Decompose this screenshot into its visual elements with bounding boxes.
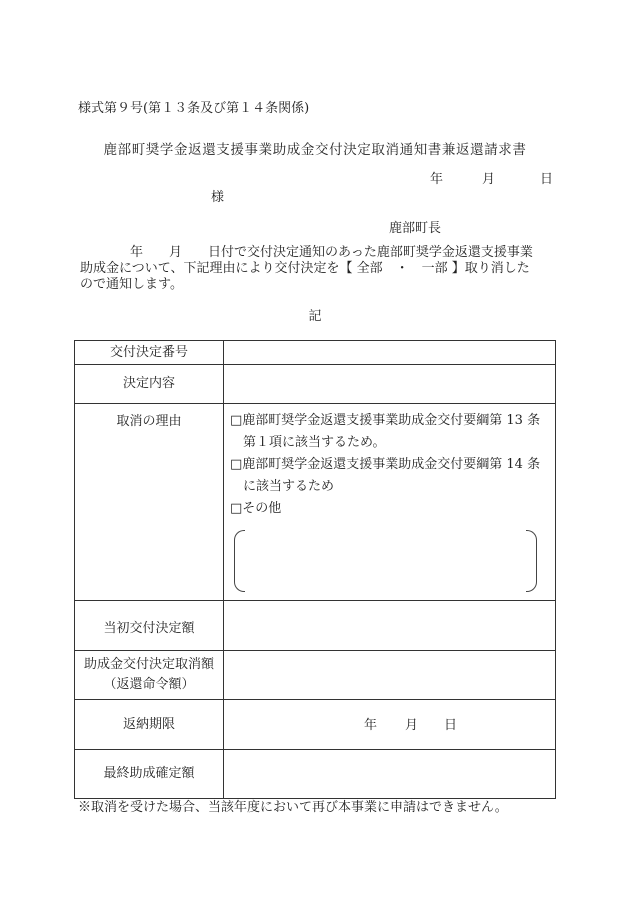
- addressee-suffix: 様: [211, 190, 225, 205]
- deadline-year-label: 年: [364, 718, 378, 733]
- final-amount-field[interactable]: [224, 750, 556, 799]
- table-row: [75, 341, 556, 365]
- notice-line-2: 助成金について、下記理由により交付決定を【 全部 ・ 一部 】取り消した: [80, 261, 530, 276]
- cancel-amount-label-line2: （返還命令額）: [103, 677, 195, 692]
- decision-number-field[interactable]: [224, 341, 556, 365]
- reason-option-text: 第１項に該当するため。: [243, 435, 386, 450]
- form-number: 様式第９号(第１３条及び第１４条関係): [78, 101, 310, 116]
- notice-line-1: 年 月 日付で交付決定通知のあった鹿部町奨学金返還支援事業: [130, 245, 533, 260]
- reason-option-text: □その他: [230, 501, 282, 516]
- footer-note: ※取消を受けた場合、当該年度において再び本事業に申請はできません。: [78, 800, 508, 815]
- cancellation-table: [74, 340, 556, 799]
- right-bracket: [526, 530, 537, 592]
- reason-option-text: □鹿部町奨学金返還支援事業助成金交付要綱第 14 条: [230, 457, 541, 472]
- decision-number-label: 交付決定番号: [75, 341, 224, 365]
- table-row: [75, 750, 556, 799]
- table-row: [75, 404, 556, 601]
- cancel-amount-label: [75, 651, 224, 700]
- deadline-day-label: 日: [444, 718, 458, 733]
- initial-amount-field[interactable]: [224, 601, 556, 651]
- reason-option-other[interactable]: [230, 498, 549, 520]
- issuer-name: 鹿部町長: [389, 221, 442, 236]
- reason-option-article-13[interactable]: [230, 410, 549, 454]
- deadline-month-label: 月: [405, 718, 419, 733]
- final-amount-label: 最終助成確定額: [75, 750, 224, 799]
- notice-body: [80, 245, 550, 293]
- table-row: [75, 601, 556, 651]
- other-reason-input[interactable]: [230, 530, 549, 592]
- reason-field: [224, 404, 556, 601]
- table-row: [75, 651, 556, 700]
- date-month-label: 月: [482, 172, 496, 187]
- table-row: [75, 700, 556, 750]
- reason-option-text: □鹿部町奨学金返還支援事業助成金交付要綱第 13 条: [230, 413, 541, 428]
- initial-amount-label: 当初交付決定額: [75, 601, 224, 651]
- cancel-amount-field[interactable]: [224, 651, 556, 700]
- deadline-field[interactable]: [224, 700, 556, 750]
- table-row: [75, 365, 556, 404]
- reason-option-article-14[interactable]: [230, 454, 549, 498]
- reason-option-text: に該当するため: [243, 479, 335, 494]
- decision-content-label: 決定内容: [75, 365, 224, 404]
- document-title: 鹿部町奨学金返還支援事業助成金交付決定取消通知書兼返還請求書: [103, 142, 527, 158]
- left-bracket: [234, 530, 245, 592]
- ki-heading: 記: [308, 309, 322, 324]
- date-year-label: 年: [430, 172, 444, 187]
- decision-content-field[interactable]: [224, 365, 556, 404]
- notice-line-3: ので通知します。: [80, 277, 183, 292]
- reason-label: 取消の理由: [75, 404, 224, 601]
- deadline-label: 返納期限: [75, 700, 224, 750]
- cancel-amount-label-line1: 助成金交付決定取消額: [83, 657, 214, 672]
- date-day-label: 日: [540, 172, 554, 187]
